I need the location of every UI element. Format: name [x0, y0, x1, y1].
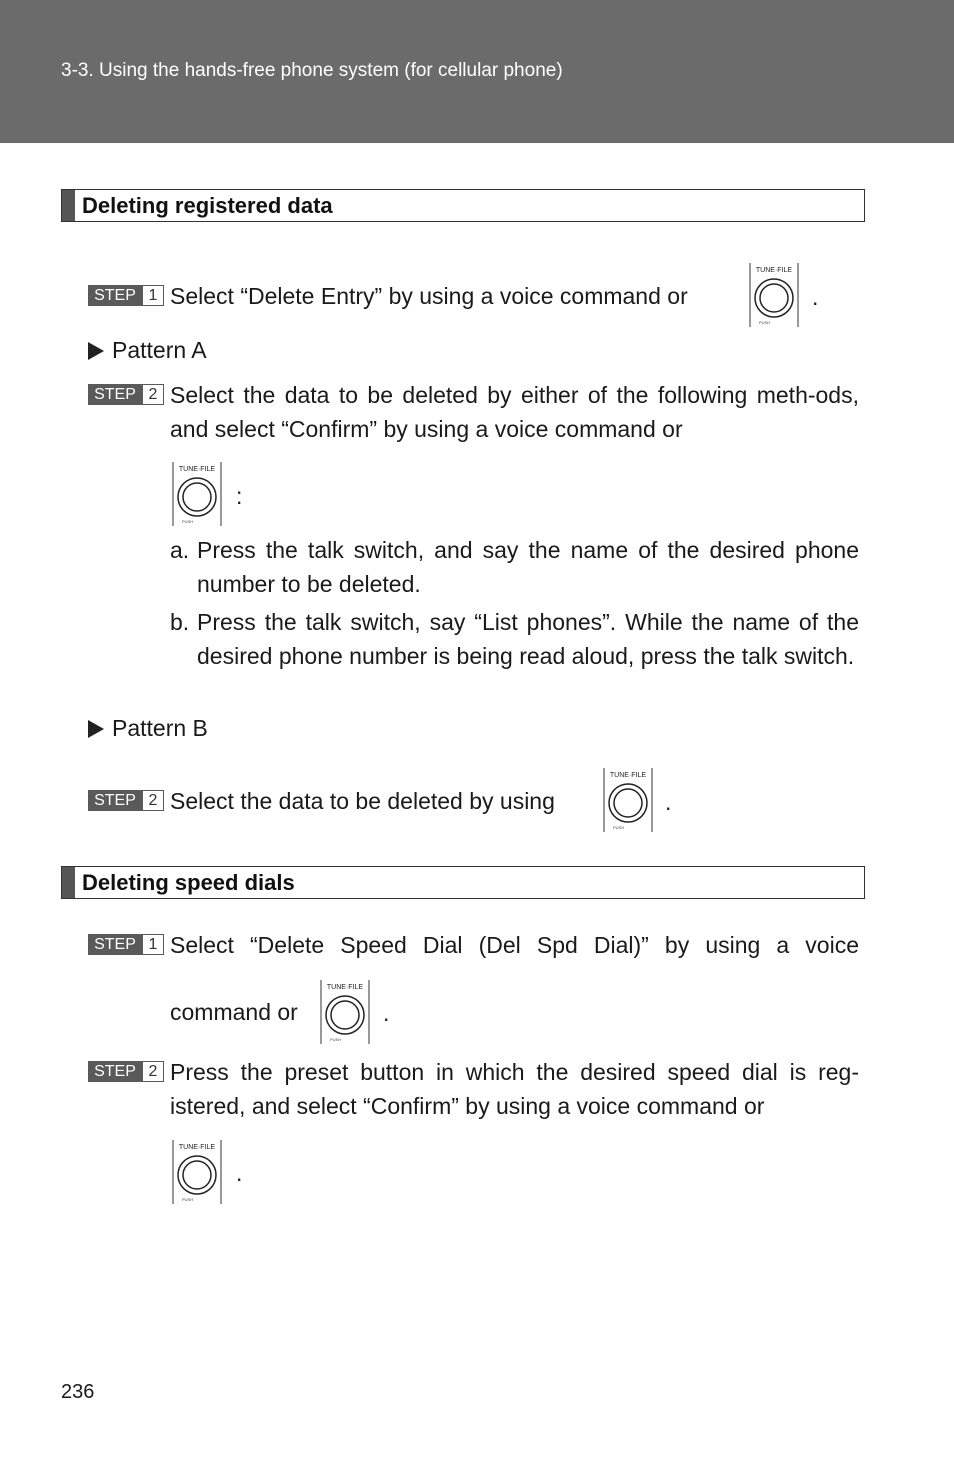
list-text: Press the talk switch, and say the name of the desired phone number to be deleted. [197, 537, 859, 597]
punctuation: . [665, 789, 672, 815]
step-number: 2 [142, 1061, 164, 1082]
step-number: 1 [142, 285, 164, 306]
punctuation: . [236, 1160, 243, 1186]
svg-text:PUSH: PUSH [182, 519, 194, 524]
punctuation: : [236, 483, 243, 509]
step-text: Select “Delete Speed Dial (Del Spd Dial)” by using a voice [170, 932, 859, 958]
svg-text:TUNE·FILE: TUNE·FILE [755, 267, 793, 274]
step-label: STEP [88, 790, 142, 811]
step-number: 2 [142, 790, 164, 811]
step-label: STEP [88, 934, 142, 955]
tune-file-knob-icon [319, 980, 371, 1044]
svg-text:PUSH: PUSH [759, 320, 771, 325]
list-marker: b. [170, 609, 190, 635]
section-accent [62, 867, 75, 898]
breadcrumb: 3-3. Using the hands-free phone system (for cellular phone) [61, 60, 563, 81]
svg-text:PUSH: PUSH [330, 1037, 342, 1042]
punctuation: . [812, 284, 819, 310]
step-text: Select “Delete Entry” by using a voice command or [170, 283, 688, 309]
step-text: Select the data to be deleted by using [170, 788, 555, 814]
svg-text:TUNE·FILE: TUNE·FILE [178, 1144, 216, 1151]
section-heading-deleting-registered-data [61, 189, 865, 222]
list-marker: a. [170, 537, 190, 563]
section-accent [62, 190, 75, 221]
svg-text:PUSH: PUSH [613, 825, 625, 830]
list-text: Press the talk switch, say “List phones”. While the name of the desired phone number is being read aloud, press the talk switch. [197, 609, 859, 669]
section-title: Deleting speed dials [82, 870, 295, 895]
step-label: STEP [88, 1061, 142, 1082]
tune-file-knob-icon [748, 263, 800, 327]
svg-text:PUSH: PUSH [182, 1197, 194, 1202]
step-text-continued: command or [170, 999, 298, 1025]
page-number: 236 [61, 1381, 95, 1403]
svg-text:TUNE·FILE: TUNE·FILE [178, 466, 216, 473]
svg-text:TUNE·FILE: TUNE·FILE [609, 772, 647, 779]
step-badge [88, 384, 164, 405]
tune-file-knob-icon [171, 1140, 223, 1204]
step-number: 1 [142, 934, 164, 955]
tune-file-knob-icon [171, 462, 223, 526]
svg-text:TUNE·FILE: TUNE·FILE [326, 984, 364, 991]
step-badge [88, 790, 164, 811]
step-badge [88, 1061, 164, 1082]
page-header [0, 0, 954, 143]
section-heading-deleting-speed-dials [61, 866, 865, 899]
section-title: Deleting registered data [82, 193, 333, 218]
step-label: STEP [88, 384, 142, 405]
step-text: Press the preset button in which the desired speed dial is reg-istered, and select “Confirm” by using a voice command or [170, 1059, 859, 1119]
step-text: Select the data to be deleted by either of the following meth-ods, and select “Confirm” by using a voice command or [170, 382, 859, 442]
pattern-b-heading [88, 715, 208, 742]
step-badge [88, 285, 164, 306]
punctuation: . [383, 1000, 390, 1026]
pattern-a-heading [88, 337, 207, 364]
step-badge [88, 934, 164, 955]
step-label: STEP [88, 285, 142, 306]
pattern-label: Pattern B [112, 715, 208, 741]
tune-file-knob-icon [602, 768, 654, 832]
triangle-bullet-icon [88, 720, 104, 738]
triangle-bullet-icon [88, 342, 104, 360]
pattern-label: Pattern A [112, 337, 207, 363]
step-number: 2 [142, 384, 164, 405]
